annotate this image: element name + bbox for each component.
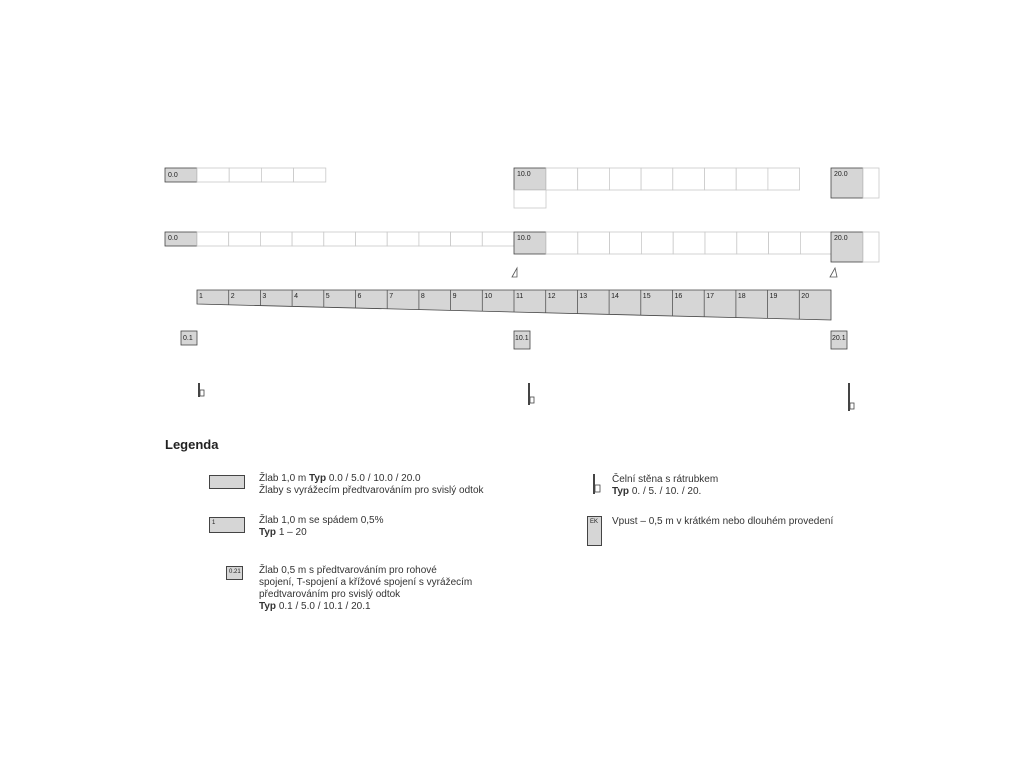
legend-text: 0.1 / 5.0 / 10.1 / 20.1 bbox=[276, 601, 371, 612]
end-wall-icon bbox=[528, 383, 534, 405]
half-row-label: 10.1 bbox=[515, 335, 529, 342]
legend-text: 0. / 5. / 10. / 20. bbox=[629, 486, 702, 497]
sloped-channel-row bbox=[197, 290, 831, 320]
slope-segment-label: 11 bbox=[516, 293, 524, 300]
half-row-label: 0.1 bbox=[183, 335, 193, 342]
end-markers bbox=[512, 268, 837, 277]
legend-symbol-inlet bbox=[587, 516, 602, 546]
legend-text-line: spojení, T-spojení a křížové spojení s vyrážecím bbox=[259, 577, 473, 588]
top-row-empty-cells bbox=[197, 168, 326, 182]
slope-segment-label: 20 bbox=[801, 293, 810, 300]
channel-empty-cell bbox=[261, 168, 293, 182]
second-row-label: 0.0 bbox=[168, 235, 178, 242]
channel-empty-cell bbox=[229, 168, 261, 182]
legend-text-line bbox=[612, 486, 912, 498]
slope-segment-label: 12 bbox=[547, 293, 556, 300]
channel-empty-cell bbox=[673, 168, 705, 190]
channel-empty-cell bbox=[260, 232, 292, 246]
channel-empty-cell bbox=[578, 232, 610, 254]
slope-segment-label: 14 bbox=[611, 293, 619, 300]
top-row-label: 10.0 bbox=[517, 171, 531, 178]
half-length-row bbox=[181, 331, 847, 349]
channel-empty-cell bbox=[197, 232, 229, 246]
channel-empty-cell bbox=[546, 232, 578, 254]
second-row-empty-cells bbox=[197, 232, 514, 246]
end-wall-icon bbox=[198, 383, 204, 397]
slope-segment-label: 15 bbox=[642, 293, 651, 300]
slope-segment-label: 1 bbox=[199, 293, 203, 300]
channel-empty-cell bbox=[800, 232, 832, 254]
slope-segment-label: 2 bbox=[230, 293, 235, 300]
end-wall-row bbox=[198, 383, 854, 411]
end-marker-icon bbox=[512, 268, 517, 277]
slope-segment-label: 16 bbox=[674, 293, 683, 300]
channel-empty-cell bbox=[673, 232, 705, 254]
legend-item-end-wall bbox=[612, 474, 912, 498]
legend-title: Legenda bbox=[165, 437, 219, 452]
channel-empty-cell bbox=[578, 168, 610, 190]
channel-empty-cell bbox=[705, 232, 737, 254]
channel-empty-cell bbox=[294, 168, 326, 182]
legend-type-label: Typ bbox=[259, 601, 277, 612]
legend-symbol-label: EK bbox=[590, 519, 599, 525]
slope-segment-label: 13 bbox=[579, 293, 588, 300]
slope-segment-label: 18 bbox=[737, 293, 746, 300]
second-row bbox=[165, 232, 879, 262]
legend-text-line: Vpust – 0,5 m v krátkém nebo dlouhém provedení bbox=[612, 516, 834, 527]
channel-empty-cell bbox=[514, 190, 546, 208]
legend-type-label: Typ bbox=[612, 486, 630, 497]
legend-text: Žlab 1,0 m bbox=[259, 473, 310, 484]
channel-empty-cell bbox=[387, 232, 419, 246]
channel-empty-cell bbox=[737, 232, 769, 254]
legend-symbol-gutter-1m bbox=[209, 475, 245, 489]
legend-text-line: Žlab 0,5 m s předtvarováním pro rohové bbox=[259, 565, 437, 576]
channel-empty-cell bbox=[197, 168, 229, 182]
channel-empty-cell bbox=[768, 168, 800, 190]
channel-empty-cell bbox=[292, 232, 324, 246]
top-row bbox=[165, 168, 879, 208]
slope-segment-label: 3 bbox=[262, 293, 267, 300]
channel-empty-cell bbox=[736, 168, 768, 190]
slope-segment-label: 9 bbox=[452, 293, 457, 300]
channel-empty-cell bbox=[863, 232, 879, 262]
legend-item-half-gutter bbox=[259, 565, 559, 613]
channel-empty-cell bbox=[863, 168, 879, 198]
slope-segment-label: 7 bbox=[389, 293, 394, 300]
end-wall-icon bbox=[592, 474, 604, 496]
legend-symbol-half-gutter bbox=[226, 566, 243, 580]
legend-type-label: Typ bbox=[259, 527, 277, 538]
second-row-empty-cells bbox=[546, 232, 832, 254]
channel-empty-cell bbox=[546, 168, 578, 190]
legend-item-inlet bbox=[612, 516, 912, 528]
channel-empty-cell bbox=[324, 232, 356, 246]
legend-text: 1 – 20 bbox=[276, 527, 307, 538]
channel-empty-cell bbox=[610, 232, 642, 254]
channel-empty-cell bbox=[769, 232, 801, 254]
channel-empty-cell bbox=[482, 232, 514, 246]
second-row-label: 10.0 bbox=[517, 235, 531, 242]
channel-empty-cell bbox=[641, 232, 673, 254]
second-row-label: 20.0 bbox=[834, 235, 848, 242]
slope-segment-label: 19 bbox=[769, 293, 778, 300]
channel-empty-cell bbox=[609, 168, 641, 190]
end-marker-icon bbox=[830, 268, 837, 277]
legend-item-sloped-gutter bbox=[259, 515, 559, 539]
channel-empty-cell bbox=[641, 168, 673, 190]
legend-text-line bbox=[259, 473, 559, 485]
slope-segment-label: 6 bbox=[357, 293, 362, 300]
slope-segment-label: 17 bbox=[706, 293, 714, 300]
legend-item-gutter-1m bbox=[259, 473, 559, 497]
legend-text-line: Žlab 1,0 m se spádem 0,5% bbox=[259, 515, 384, 526]
slope-segment-label: 10 bbox=[484, 293, 493, 300]
channel-empty-cell bbox=[419, 232, 451, 246]
half-row-label: 20.1 bbox=[832, 335, 846, 342]
legend-text-line bbox=[259, 527, 559, 539]
channel-empty-cell bbox=[451, 232, 483, 246]
legend-text-line bbox=[259, 601, 559, 613]
slope-segment-label: 5 bbox=[325, 293, 330, 300]
end-wall-icon bbox=[848, 383, 854, 411]
slope-segment-label: 4 bbox=[294, 293, 299, 300]
top-row-label: 0.0 bbox=[168, 172, 178, 179]
legend-text: 0.0 / 5.0 / 10.0 / 20.0 bbox=[326, 473, 421, 484]
channel-empty-cell bbox=[705, 168, 737, 190]
legend-text-line: Žlaby s vyrážecím předtvarováním pro svislý odtok bbox=[259, 485, 484, 496]
legend-symbol-sloped-gutter bbox=[209, 517, 245, 533]
legend-text-line: Čelní stěna s rátrubkem bbox=[612, 474, 719, 485]
top-row-empty-cells bbox=[546, 168, 800, 190]
legend-text-line: předtvarováním pro svislý odtok bbox=[259, 589, 401, 600]
channel-empty-cell bbox=[229, 232, 261, 246]
legend-symbol-label: 1 bbox=[212, 520, 216, 526]
channel-empty-cell bbox=[356, 232, 388, 246]
slope-segment-label: 8 bbox=[420, 293, 425, 300]
legend-type-label: Typ bbox=[309, 473, 327, 484]
legend-symbol-label: 0.21 bbox=[229, 569, 241, 575]
top-row-label: 20.0 bbox=[834, 171, 848, 178]
